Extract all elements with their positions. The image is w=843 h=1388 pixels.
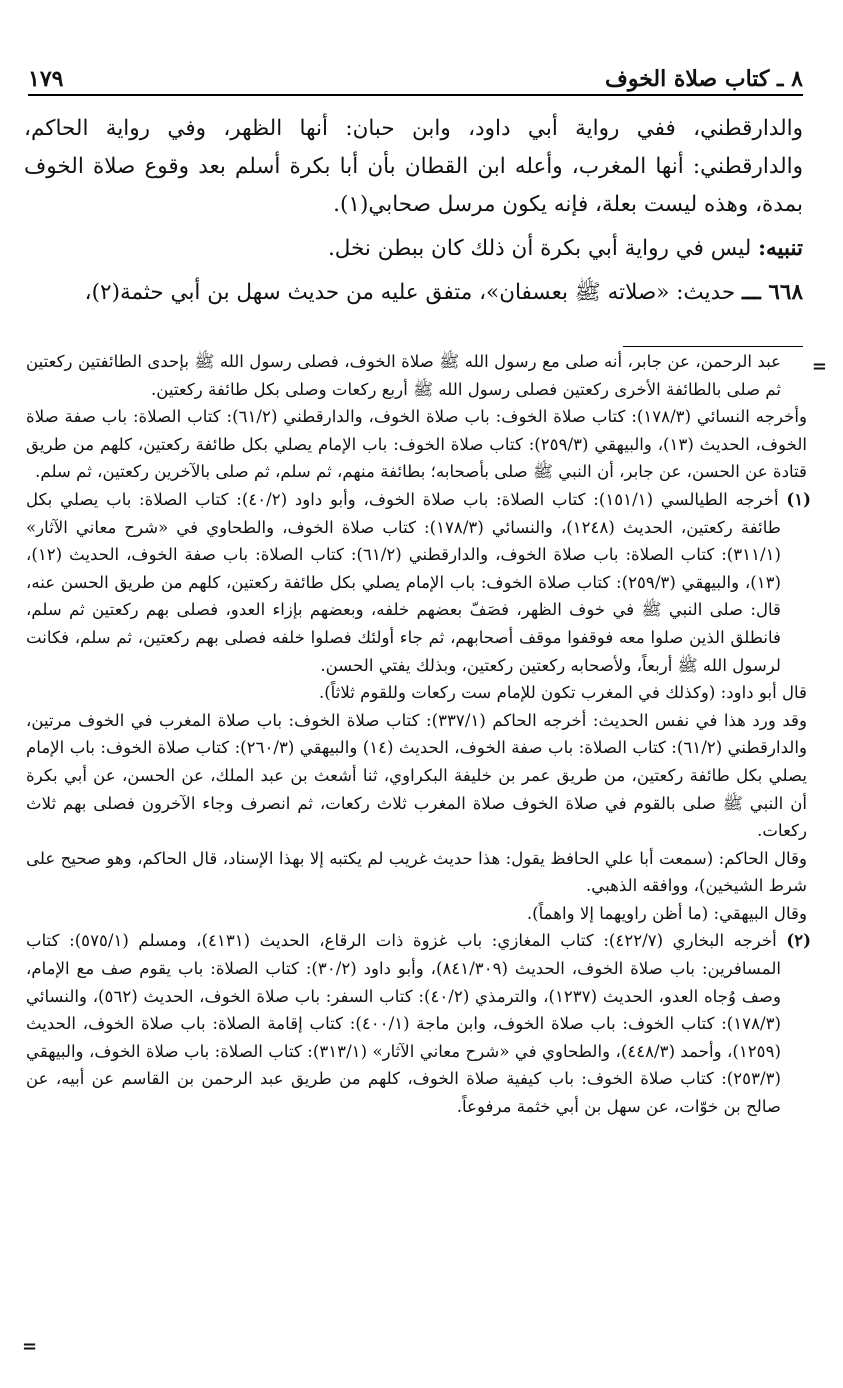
continuation-marker: = [811,356,827,377]
footnote-2-text: أخرجه البخاري (٤٢٢/٧): كتاب المغازي: باب غزوة ذات الرقاع، الحديث (٤١٣١)، ومسلم (٥٧٥/١): كتاب المسافرين: باب صلاة الخوف، الحديث (٨٤١/٣٠٩)، وأبو داود (٣٠/٢): كتاب الصلاة: باب يقوم صف مع الإمام، وصف وُجاه العدو، الحديث (١٢٣٧)، والترمذي (٤٠/٢): كتاب السفر: باب صلاة الخوف، الحديث (٥٦٢)، والنسائي (١٧٨/٣): كتاب الخوف: باب صلاة الخوف، وابن ماجة (٤٠٠/١): كتاب إقامة الصلاة: باب صلاة الخوف، الحديث (١٢٥٩)، وأحمد (٤٤٨/٣)، والطحاوي في «شرح معاني الآثار» (٣١٣/١): كتاب الصلاة: باب صلاة الخوف، والبيهقي (٢٥٣/٣): كتاب صلاة الخوف: باب كيفية صلاة الخوف، كلهم من طريق عبد الرحمن بن القاسم عن أبيه، عن صالح بن خوّات، عن سهل بن أبي خثمة مرفوعاً. [26,931,781,1117]
note-label: تنبيه: [758,236,803,261]
end-continuation-marker: = [22,1336,38,1357]
footnote-paragraph: وقال الحاكم: (سمعت أبا علي الحافظ يقول: هذا حديث غريب لم يكتبه إلا بهذا الإسناد، قال الحاكم، وهو صحيح على شرط الشيخين)، ووافقه الذهبي. [26,848,807,896]
hadith-text: حديث: «صلاته ﷺ بعسفان»، متفق عليه من حديث سهل بن أبي حثمة(٢)، [84,280,742,305]
footnote-divider [623,346,803,347]
main-text [24,110,803,312]
footnote-paragraph: وقد ورد هذا في نفس الحديث: أخرجه الحاكم (٣٣٧/١): كتاب صلاة الخوف: باب صلاة المغرب في الخوف مرتين، والدارقطني (٦١/٢): كتاب الصلاة: باب صفة الخوف، الحديث (١٤) والبيهقي (٢٦٠/٣): كتاب صلاة الخوف: باب الإمام يصلي بكل طائفة ركعتين، من طريق عمر بن خليفة البكراوي، ثنا أشعث بن عبد الملك، عن الحسن، عن أبي بكرة أن النبي ﷺ صلى بالقوم في صلاة الخوف صلاة المغرب ثلاث ركعات، ثم انصرف وجاء الآخرون فصلى بهم ثلاث ركعات. [26,710,807,841]
note-paragraph [24,230,803,268]
footnote-2-marker: (٢) [786,930,811,951]
note-text: ليس في رواية أبي بكرة أن ذلك كان ببطن نخل. [327,236,759,261]
footnote-1-marker: (١) [786,488,811,509]
footnote-2 [26,927,811,1120]
footnotes [26,348,811,1121]
chapter-title: ٨ ـ كتاب صلاة الخوف [605,66,803,92]
header-divider [28,94,803,96]
footnote-paragraph: قال أبو داود: (وكذلك في المغرب تكون للإمام ست ركعات وللقوم ثلاثاً). [318,683,807,703]
page-number: ١٧٩ [28,66,64,92]
footnote-paragraph: وأخرجه النسائي (١٧٨/٣): كتاب صلاة الخوف: باب صلاة الخوف، والدارقطني (٦١/٢): كتاب الصلاة: باب صفة صلاة الخوف، الحديث (١٣)، والبيهقي (٢٥٩/٣): كتاب صلاة الخوف: باب الإمام يصلي بكل طائفة ركعتين، كلهم من طريق قتادة عن الحسن، عن جابر، أن النبي ﷺ صلى بأصحابه؛ بطائفة منهم، ثم سلم، ثم صلى بالآخرين ركعتين، ثم سلم. [26,407,808,482]
page-header [28,52,803,92]
main-paragraph: والدارقطني، ففي رواية أبي داود، وابن حبان: أنها الظهر، وفي رواية الحاكم، والدارقطني: أنها المغرب، وأعله ابن القطان بأن أبا بكرة أسلم بعد وقوع صلاة الخوف بمدة، وهذه ليست بعلة، فإنه يكون مرسل صحابي(١). [24,116,803,217]
footnote-1 [26,486,811,679]
footnote-continuation: عبد الرحمن، عن جابر، أنه صلى مع رسول الله ﷺ صلاة الخوف، فصلى رسول الله ﷺ بإحدى الطائفتين ركعتين ثم صلى بالطائفة الأخرى ركعتين فصلى رسول الله ﷺ أربع ركعات وصلى بكل طائفة ركعتين. [26,352,781,399]
footnote-paragraph: وقال البيهقي: (ما أظن راويهما إلا واهماً). [526,903,807,923]
footnote-1-text: أخرجه الطيالسي (١٥١/١): كتاب الصلاة: باب صلاة الخوف، وأبو داود (٤٠/٢): كتاب الصلاة: باب يصلي بكل طائفة ركعتين، الحديث (١٢٤٨)، والنسائي (١٧٨/٣): كتاب صلاة الخوف، والطحاوي في «شرح معاني الآثار» (٣١١/١): كتاب الصلاة: باب صلاة الخوف، والدارقطني (٦١/٢): كتاب الصلاة: باب صفة الخوف، الحديث (١٢)، (١٣)، والبيهقي (٢٥٩/٣): كتاب صلاة الخوف: باب الإمام يصلي بكل طائفة ركعتين، كلهم من طريق الحسن عنه، قال: صلى النبي ﷺ في خوف الظهر، فصَفّ بعضهم خلفه، وبعضهم بإزاء العدو، فصلى بهم ركعتين ثم سلم، فانطلق الذين صلوا معه فوقفوا موقف أصحابهم، ثم جاء أولئك فصلوا خلفه فصلى بهم ركعتين، ثم سلم، فكانت لرسول الله ﷺ أربعاً، ولأصحابه ركعتين ركعتين، وبذلك يفتي الحسن. [26,489,781,675]
hadith-paragraph [24,274,803,312]
hadith-number: ٦٦٨ ـــ [741,280,803,305]
